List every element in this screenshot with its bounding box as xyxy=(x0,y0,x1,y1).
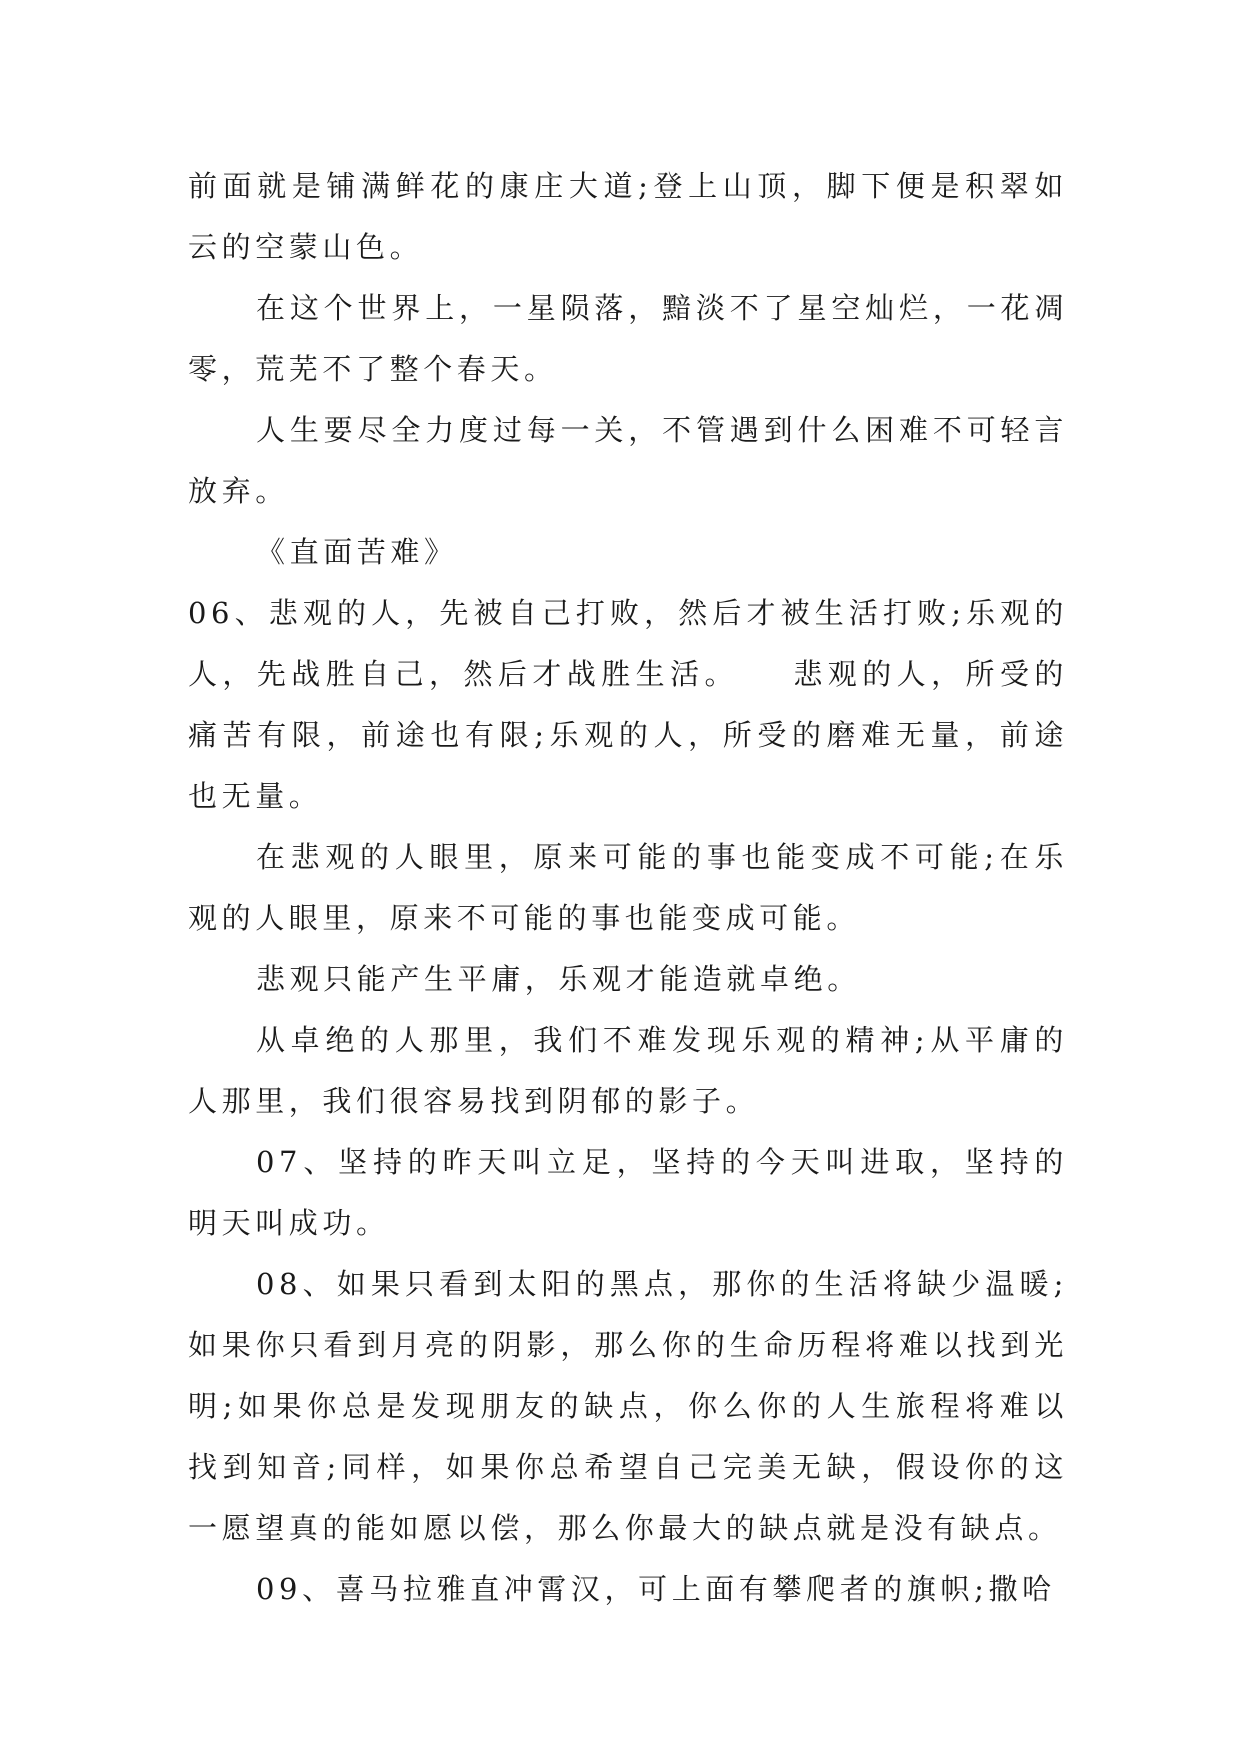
paragraph: 06、悲观的人，先被自己打败，然后才被生活打败;乐观的人，先战胜自己，然后才战胜生活。 悲观的人，所受的痛苦有限，前途也有限;乐观的人，所受的磨难无量，前途也无量。 xyxy=(188,596,1068,813)
paragraph: 前面就是铺满鲜花的康庄大道;登上山顶，脚下便是积翠如云的空蒙山色。 xyxy=(188,169,1068,264)
paragraph: 从卓绝的人那里，我们不难发现乐观的精神;从平庸的人那里，我们很容易找到阴郁的影子。 xyxy=(188,1023,1068,1118)
paragraph: 在这个世界上，一星陨落，黯淡不了星空灿烂，一花凋零，荒芜不了整个春天。 xyxy=(188,291,1068,386)
paragraph: 在悲观的人眼里，原来可能的事也能变成不可能;在乐观的人眼里，原来不可能的事也能变成可能。 xyxy=(188,840,1068,935)
paragraph: 人生要尽全力度过每一关，不管遇到什么困难不可轻言放弃。 xyxy=(188,413,1068,508)
document-body xyxy=(188,156,1068,1620)
paragraph: 悲观只能产生平庸，乐观才能造就卓绝。 xyxy=(256,962,861,996)
section-title: 《直面苦难》 xyxy=(256,535,458,569)
paragraph: 08、如果只看到太阳的黑点，那你的生活将缺少温暖;如果你只看到月亮的阴影，那么你的生命历程将难以找到光明;如果你总是发现朋友的缺点，你么你的人生旅程将难以找到知音;同样，如果你总希望自己完美无缺，假设你的这一愿望真的能如愿以偿，那么你最大的缺点就是没有缺点。 xyxy=(188,1267,1068,1545)
paragraph: 09、喜马拉雅直冲霄汉，可上面有攀爬者的旗帜;撒哈 xyxy=(256,1572,1056,1606)
paragraph: 07、坚持的昨天叫立足，坚持的今天叫进取，坚持的明天叫成功。 xyxy=(188,1145,1068,1240)
